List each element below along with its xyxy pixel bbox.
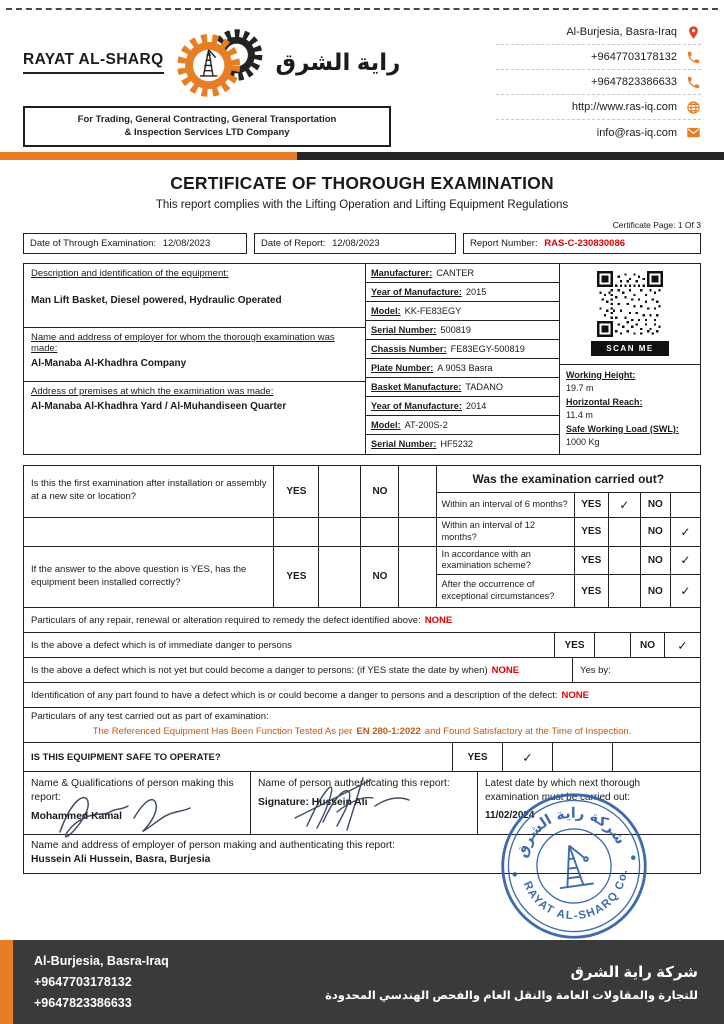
employer-box (24, 328, 365, 382)
no-label: NO (640, 575, 670, 608)
spec-row (366, 283, 559, 302)
q1-no-checkbox (399, 465, 436, 517)
test-statement-pre: The Referenced Equipment Has Been Function Tested As per (92, 726, 353, 738)
spec-value: AT-200S-2 (404, 420, 448, 431)
capacity-label: Safe Working Load (SWL): (566, 423, 679, 434)
no-label: NO (630, 633, 664, 657)
identification-label: Identification of any part found to have a defect which is or could become a danger to persons and a description of the defect: (31, 689, 558, 701)
next-exam-label: Latest date by which next thorough examination must be carried out: (485, 778, 641, 803)
q2-yes-label: YES (274, 546, 319, 608)
contact-phone1 (496, 45, 701, 70)
capacity-box (560, 365, 700, 454)
company-name-ar: راية الشرق (275, 48, 401, 75)
contact-phone2 (496, 70, 701, 95)
immediate-danger-row (23, 632, 701, 658)
safe-to-operate-row (23, 742, 701, 772)
stamp-arabic-text: شركة راية الشرق (514, 805, 629, 860)
report-maker-cell (24, 772, 250, 834)
yes-label: YES (554, 633, 594, 657)
certificate-subtitle: This report complies with the Lifting Operation and Lifting Equipment Regulations (155, 198, 569, 211)
yes-label: YES (574, 546, 608, 575)
footer-contact-block (34, 951, 169, 1014)
exam-date-label: Date of Through Examination: (30, 237, 157, 249)
immediate-danger-label: Is the above a defect which is of immediate danger to persons (31, 639, 292, 651)
repair-value: NONE (424, 614, 453, 626)
divider-orange-segment (0, 152, 297, 160)
website-text: http://www.ras-iq.com (571, 101, 677, 113)
q1-yes-label: YES (274, 465, 319, 517)
maker-label: Name & Qualifications of person making this report: (31, 778, 234, 804)
spec-value: 500819 (440, 324, 472, 335)
employer-value: Al-Manaba Al-Khadhra Company (31, 357, 187, 369)
repair-label: Particulars of any repair, renewal or alteration required to remedy the defect identified above: (31, 614, 421, 626)
contact-block (496, 18, 701, 147)
exceptional-yes-checkbox (608, 575, 640, 608)
footer-tagline-ar: للتجارة والمقاولات العامة والنقل العام والفحص الهندسي المحدودة (325, 989, 698, 1002)
no-label: NO (640, 492, 670, 517)
qr-code-icon (597, 271, 663, 337)
interval-6-no-checkbox (670, 492, 700, 517)
exceptional-no-checkbox: ✓ (670, 575, 700, 608)
exam-date-value: 12/08/2023 (162, 237, 211, 249)
spec-value: KK-FE83EGY (404, 305, 462, 316)
address-text: Al-Burjesia, Basra-Iraq (566, 26, 677, 38)
blank-cell (274, 517, 319, 546)
tagline-line2: & Inspection Services LTD Company (124, 127, 290, 139)
email-text: info@ras-iq.com (596, 126, 677, 139)
equipment-description-box (24, 264, 365, 328)
report-date-value: 12/08/2023 (332, 237, 380, 249)
repair-particulars-row (23, 607, 701, 633)
q2-yes-checkbox (319, 546, 361, 608)
test-label: Particulars of any test carried out as part of examination: (31, 711, 269, 723)
next-exam-date: 11/02/2024 (485, 810, 535, 822)
company-tagline-box (23, 106, 391, 147)
test-standard: EN 280-1:2022 (356, 726, 421, 738)
capacity-value: 11.4 m (566, 410, 593, 421)
company-stamp (488, 780, 660, 952)
safe-to-operate-question: IS THIS EQUIPMENT SAFE TO OPERATE? (31, 751, 221, 763)
interval-6-yes-checkbox: ✓ (608, 492, 640, 517)
capacity-label: Working Height: (566, 369, 636, 380)
equipment-table (23, 263, 701, 455)
divider-dark-segment (297, 152, 724, 160)
immediate-no-checkbox: ✓ (664, 633, 700, 657)
spec-value: CANTER (436, 267, 475, 278)
future-danger-row (23, 657, 701, 683)
test-statement (31, 726, 693, 737)
no-label (552, 743, 612, 771)
test-particulars-row (23, 707, 701, 743)
spec-row (366, 378, 559, 397)
spec-label: Year of Manufacture: (371, 401, 462, 412)
spec-label: Chassis Number: (371, 344, 447, 355)
yes-label: YES (574, 575, 608, 608)
company-gears-logo-icon (172, 20, 268, 104)
phone2-text: +9647823386633 (591, 76, 677, 88)
test-statement-post: and Found Satisfactory at the Time of Inspection. (424, 726, 632, 738)
interval-12-months: Within an interval of 12 months? (436, 517, 574, 546)
employer-of-maker-label: Name and address of employer of person making and authenticating this report: (31, 840, 396, 852)
spec-label: Serial Number: (371, 439, 437, 450)
capacity-label: Horizontal Reach: (566, 396, 643, 407)
footer-address: Al-Burjesia, Basra-Iraq (34, 953, 169, 968)
examination-scheme: In accordance with an examination scheme? (436, 546, 574, 575)
meta-row (23, 233, 701, 254)
spec-row (366, 302, 559, 321)
safe-yes-checkbox: ✓ (502, 743, 552, 771)
scheme-yes-checkbox (608, 546, 640, 575)
interval-12-yes-checkbox (608, 517, 640, 546)
contact-website (496, 95, 701, 120)
spec-row (366, 264, 559, 283)
phone-icon (686, 75, 701, 90)
authenticator-label: Name of person authenticating this report: (258, 778, 450, 790)
test-particulars-cell (24, 708, 700, 742)
blank-cell (399, 517, 436, 546)
spec-row (366, 321, 559, 340)
identification-value: NONE (561, 689, 589, 701)
logo-row (23, 18, 401, 106)
contact-email (496, 120, 701, 145)
equipment-right-column (560, 264, 700, 454)
spec-value: 2015 (465, 286, 487, 297)
identification-row (23, 682, 701, 708)
spec-row (366, 359, 559, 378)
safe-no-checkbox (612, 743, 700, 771)
premises-box (24, 382, 365, 454)
premises-label: Address of premises at which the examination was made: (31, 385, 274, 397)
identification-cell (24, 683, 700, 707)
certificate-title: CERTIFICATE OF THOROUGH EXAMINATION (170, 172, 554, 193)
spec-label: Model: (371, 305, 401, 316)
q1-no-label: NO (361, 465, 399, 517)
spec-row (366, 416, 559, 435)
capacity-value: 1000 Kg (566, 437, 600, 448)
immediate-danger-text (24, 633, 554, 657)
q2-no-label: NO (361, 546, 399, 608)
spec-row (366, 435, 559, 453)
report-date-box (254, 233, 456, 254)
spec-label: Plate Number: (371, 363, 434, 374)
scan-me-label: SCAN ME (591, 341, 669, 356)
scheme-no-checkbox: ✓ (670, 546, 700, 575)
maker-name: Mohammed Kamal (31, 811, 122, 823)
spec-label: Serial Number: (371, 324, 437, 335)
authenticator-signature-line: Signature: Hussein Ali (258, 797, 368, 809)
immediate-yes-checkbox (594, 633, 630, 657)
future-danger-text (24, 658, 572, 682)
interval-12-no-checkbox: ✓ (670, 517, 700, 546)
location-pin-icon (686, 25, 701, 40)
no-label: NO (640, 517, 670, 546)
spec-label: Basket Manufacture: (371, 382, 462, 393)
footer-arabic-block (325, 963, 698, 1002)
spec-value: FE83EGY-500819 (450, 344, 525, 355)
footer-orange-stripe (0, 940, 13, 1024)
future-danger-label: Is the above a defect which is not yet but could become a danger to persons: (if YES state the date by when) (31, 664, 488, 676)
blank-cell (319, 517, 361, 546)
description-value: Man Lift Basket, Diesel powered, Hydraulic Operated (31, 294, 282, 306)
phone-icon (686, 50, 701, 65)
certificate-page-number: Certificate Page: 1 Of 3 (612, 219, 701, 230)
letterhead (0, 10, 724, 147)
contact-address (496, 20, 701, 45)
qr-code-box (560, 264, 700, 365)
spec-label: Manufacturer: (371, 267, 433, 278)
globe-icon (686, 100, 701, 115)
company-name-en: RAYAT AL-SHARQ (23, 51, 164, 74)
equipment-specs-column (366, 264, 560, 454)
blank-cell (24, 517, 274, 546)
spec-value: 2014 (465, 401, 487, 412)
footer-phone1: +9647703178132 (34, 974, 132, 989)
employer-of-maker-value: Hussein Ali Hussein, Basra, Burjesia (31, 854, 211, 866)
q1-yes-checkbox (319, 465, 361, 517)
spec-label: Year of Manufacture: (371, 286, 462, 297)
blank-cell (361, 517, 399, 546)
spec-row (366, 340, 559, 359)
yes-label: YES (574, 492, 608, 517)
header-divider-bar (0, 152, 724, 160)
authenticator-cell (250, 772, 477, 834)
question-first-examination: Is this the first examination after installation or assembly at a new site or location? (24, 465, 274, 517)
premises-value: Al-Manaba Al-Khadhra Yard / Al-Muhandiseen Quarter (31, 400, 287, 412)
report-number-value: RAS-C-230830086 (544, 237, 626, 249)
tagline-line1: For Trading, General Contracting, General Transportation (77, 114, 337, 125)
stamp-english-text: RAYAT AL-SHARQ Co. (520, 867, 631, 923)
examination-table (23, 465, 701, 609)
interval-6-months: Within an interval of 6 months? (436, 492, 574, 517)
footer-phone2: +9647823386633 (34, 995, 132, 1010)
spec-value: TADANO (465, 382, 503, 393)
future-danger-value: NONE (491, 664, 520, 676)
employer-label: Name and address of employer for whom the thorough examination was made: (31, 331, 335, 354)
spec-label: Model: (371, 420, 401, 431)
envelope-icon (686, 125, 701, 140)
yes-label: YES (574, 517, 608, 546)
phone1-text: +9647703178132 (591, 51, 677, 63)
q2-no-checkbox (399, 546, 436, 608)
employer-signature-cell (24, 835, 402, 873)
exam-date-box (23, 233, 247, 254)
spec-value: A 9053 Basra (437, 363, 493, 374)
capacity-value: 19.7 m (566, 383, 594, 394)
yes-label: YES (452, 743, 502, 771)
no-label: NO (640, 546, 670, 575)
exceptional-circumstances: After the occurrence of exceptional circumstances? (436, 575, 574, 608)
report-number-box (463, 233, 701, 254)
report-number-label: Report Number: (470, 237, 538, 249)
footer-bar (0, 940, 724, 1024)
question-installed-correctly: If the answer to the above question is YES, has the equipment been installed correctly? (24, 546, 274, 608)
yes-by-cell: Yes by: (572, 658, 700, 682)
carried-out-header: Was the examination carried out? (436, 465, 700, 492)
repair-particulars-cell (24, 608, 700, 632)
footer-company-name-ar: شركة راية الشرق (570, 963, 698, 981)
equipment-left-column (24, 264, 366, 454)
description-label: Description and identification of the equipment: (31, 267, 229, 279)
spec-row (366, 397, 559, 416)
report-date-label: Date of Report: (261, 237, 326, 249)
spec-value: HF5232 (440, 439, 474, 450)
logo-block (23, 18, 401, 147)
stamp-derrick-icon (554, 843, 594, 888)
